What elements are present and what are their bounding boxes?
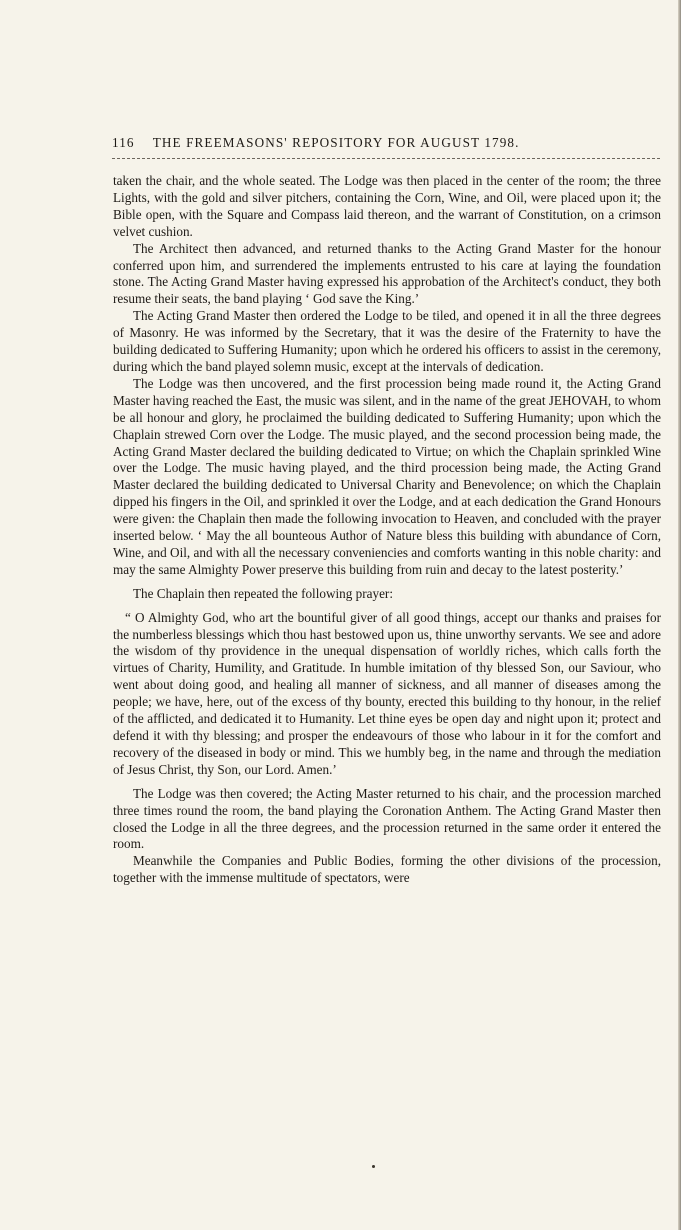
ink-speck <box>372 1165 375 1168</box>
paragraph-5: The Chaplain then repeated the following prayer: <box>133 585 393 601</box>
article-body <box>113 173 661 887</box>
paragraph-7: The Lodge was then covered; the Acting Master returned to his chair, and the procession marched three times round the room, the band playing the Coronation Anthem. The Acting Grand Master then closed the Lodge in all the three degrees, and the procession returned in the same order it entered the room. <box>113 785 661 852</box>
paragraph-2: The Architect then advanced, and returned thanks to the Acting Grand Master for the honour conferred upon him, and surrendered the implements entrusted to his care at laying the foundation stone. The Acting Grand Master having expressed his approbation of the Architect's conduct, they both resume their seats, the band playing ‘ God save the King.’ <box>113 240 661 307</box>
paragraph-4: The Lodge was then uncovered, and the first procession being made round it, the Acting Grand Master having reached the East, the music was silent, and in the name of the great JEHOVAH, to whom be all honour and glory, he proclaimed the building dedicated to Suffering Humanity; upon which the Chaplain strewed Corn over the Lodge. The music played, and the second procession being made, the Acting Grand Master declared the building dedicated to Virtue; on which the Chaplain sprinkled Wine over the Lodge. The music having played, and the third procession being made, the Acting Grand Master declared the building dedicated to Universal Charity and Benevolence; on which the Chaplain dipped his fingers in the Oil, and sprinkled it over the Lodge, and at each dedication the Grand Honours were given: the Chaplain then made the following invocation to Heaven, and concluded with the prayer inserted below. ‘ May the all bounteous Author of Nature bless this building with abundance of Corn, Wine, and Oil, and with all the necessary conveniencies and comforts wanting in this noble charity: and may the same Almighty Power preserve this building from ruin and decay to the latest posterity.’ <box>113 375 661 577</box>
page-number: 116 <box>112 135 135 150</box>
header-rule <box>112 158 660 159</box>
paragraph-1: taken the chair, and the whole seated. The Lodge was then placed in the center of the room; the three Lights, with the gold and silver pitchers, containing the Corn, Wine, and Oil, were placed upon it; the Bible open, with the Square and Compass laid thereon, and the warrant of Constitution, on a crimson velvet cushion. <box>113 173 661 239</box>
paragraph-8: Meanwhile the Companies and Public Bodies, forming the other divisions of the procession, together with the immense multitude of spectators, were <box>113 853 661 886</box>
paragraph-3: The Acting Grand Master then ordered the Lodge to be tiled, and opened it in all the three degrees of Masonry. He was informed by the Secretary, that it was the desire of the Fraternity to have the building dedicated to Suffering Humanity; upon which he ordered his officers to assist in the ceremony, during which the band played solemn music, except at the intervals of dedication. <box>113 308 661 374</box>
prayer-paragraph: “ O Almighty God, who art the bountiful giver of all good things, accept our thanks and praises for the numberless blessings which thou hast bestowed upon us, thine unworthy servants. We see and adore the wisdom of thy providence in the unequal dispensation of worldly riches, which calls forth the virtues of Charity, Humility, and Gratitude. In humble imitation of thy blessed Son, our Saviour, who went about doing good, and healing all manner of sickness, and all manner of diseases among the people; we have, here, out of the excess of thy bounty, erected this building to thy honour, in the relief of the afflicted, and dedicated it to Humanity. Let thine eyes be open day and night upon it; protect and defend it with thy blessing; and prosper the endeavours of those who labour in it for the comfort and recovery of the diseased in body or mind. This we humbly beg, in the name and through the mediation of Jesus Christ, thy Son, our Lord. Amen.’ <box>113 609 661 777</box>
running-header <box>112 135 660 151</box>
running-title: THE FREEMASONS' REPOSITORY FOR AUGUST 1798. <box>152 135 520 150</box>
